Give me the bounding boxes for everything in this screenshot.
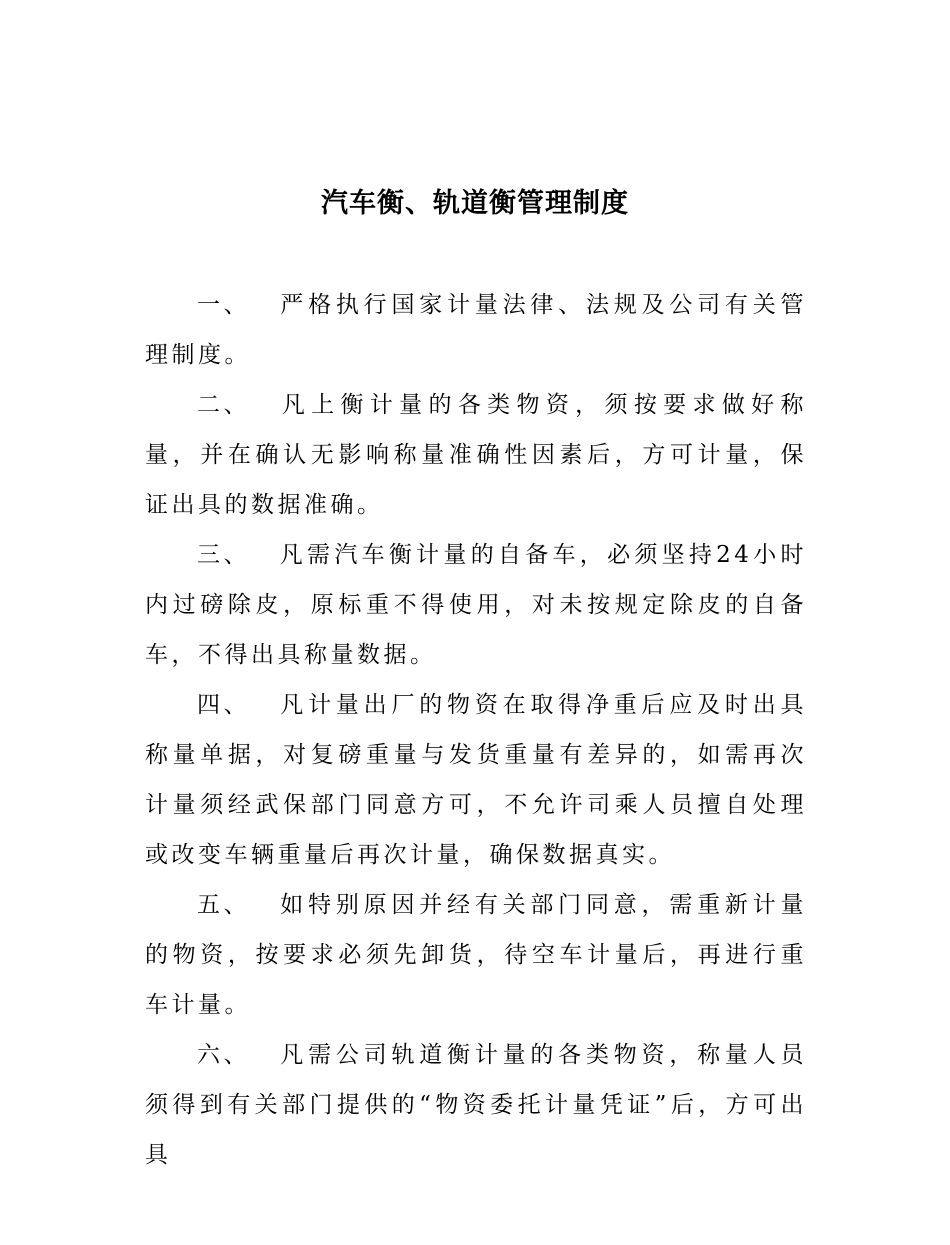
paragraph-number: 五、 xyxy=(197,892,250,918)
paragraph-text: 严格执行国家计量法律、法规及公司有关管理制度。 xyxy=(145,292,807,368)
paragraph-6 xyxy=(145,1030,807,1180)
paragraph-1 xyxy=(145,280,807,380)
document-title: 汽车衡、轨道衡管理制度 xyxy=(321,188,629,219)
paragraph-text: 如特别原因并经有关部门同意，需重新计量的物资，按要求必须先卸货，待空车计量后，再进行重车计量。 xyxy=(145,892,807,1018)
document-body xyxy=(145,280,807,1180)
paragraph-text: 凡需公司轨道衡计量的各类物资，称量人员须得到有关部门提供的“物资委托计量凭证”后，方可出具 xyxy=(145,1042,807,1168)
paragraph-number: 四、 xyxy=(197,692,250,718)
paragraph-3 xyxy=(145,530,807,680)
paragraph-number: 三、 xyxy=(197,542,250,568)
paragraph-text: 凡计量出厂的物资在取得净重后应及时出具称量单据，对复磅重量与发货重量有差异的，如需再次计量须经武保部门同意方可，不允许司乘人员擅自处理或改变车辆重量后再次计量，确保数据真实。 xyxy=(145,692,807,868)
paragraph-5 xyxy=(145,880,807,1030)
paragraph-number: 二、 xyxy=(197,392,250,418)
paragraph-number: 一、 xyxy=(197,292,250,318)
paragraph-text: 凡上衡计量的各类物资，须按要求做好称量，并在确认无影响称量准确性因素后，方可计量，保证出具的数据准确。 xyxy=(145,392,807,518)
paragraph-2 xyxy=(145,380,807,530)
paragraph-text: 凡需汽车衡计量的自备车，必须坚持24小时内过磅除皮，原标重不得使用，对未按规定除皮的自备车，不得出具称量数据。 xyxy=(145,542,807,668)
paragraph-4 xyxy=(145,680,807,880)
paragraph-number: 六、 xyxy=(197,1042,250,1068)
